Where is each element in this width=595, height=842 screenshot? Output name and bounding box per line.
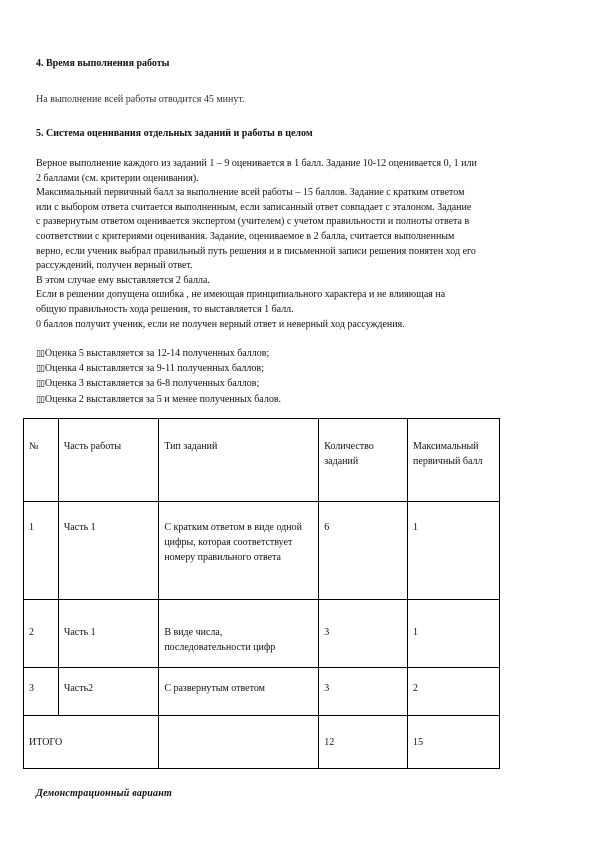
work-structure-table — [23, 418, 500, 769]
paragraph-line: 0 баллов получит ученик, если не получен верный ответ и неверный ход рассуждения. — [36, 318, 405, 330]
table-cell: 1 — [408, 502, 500, 600]
paragraph-line: верно, если ученик выбрал правильный путь решения и в письменной записи решения понятен ход его — [36, 245, 476, 257]
table-cell: 6 — [319, 502, 408, 600]
scoring-paragraph — [36, 157, 576, 332]
table-total-row — [24, 716, 500, 769]
paragraph-line: рассуждений, получен верный ответ. — [36, 260, 193, 272]
table-header-cell: № — [24, 419, 59, 502]
footer-caption: Демонстрационный вариант — [36, 788, 172, 799]
table-cell: 2 — [24, 600, 59, 668]
table-cell: 15 — [408, 716, 500, 769]
section4-text: На выполнение всей работы отводится 45 минут. — [36, 94, 245, 105]
grade-item: ▯▯Оценка 3 выставляется за 6-8 полученных баллов; — [36, 378, 260, 390]
table-header-row — [24, 419, 500, 502]
paragraph-line: Верное выполнение каждого из заданий 1 – 9 оценивается в 1 балл. Задание 10-12 оценивается 0, 1 или — [36, 158, 477, 169]
table-row — [24, 600, 500, 668]
table-cell: 3 — [319, 600, 408, 668]
paragraph-line: соответствии с критериями оценивания. Задание, оцениваемое в 2 балла, считается выполненным — [36, 230, 455, 242]
paragraph-line: общую правильность хода решения, то выставляется 1 балл. — [36, 303, 294, 315]
paragraph-line: Максимальный первичный балл за выполнение всей работы – 15 баллов. Задание с кратким ответом — [36, 187, 465, 199]
table-row — [24, 502, 500, 600]
section4-heading: 4. Время выполнения работы — [36, 58, 170, 69]
paragraph-line: с развернутым ответом оценивается экспертом (учителем) с учетом правильности и полноты ответа в — [36, 216, 470, 228]
table-cell: В виде числа, последовательности цифр — [159, 600, 319, 668]
table-cell: 1 — [24, 502, 59, 600]
table-header-cell: Максимальный первичный балл — [408, 419, 500, 502]
table-cell: 3 — [319, 668, 408, 716]
table-cell: 1 — [408, 600, 500, 668]
table-cell: 2 — [408, 668, 500, 716]
table-cell: Часть 1 — [58, 600, 158, 668]
table-cell: С кратким ответом в виде одной цифры, которая соответствует номеру правильного ответа — [159, 502, 319, 600]
table-header-cell: Тип заданий — [159, 419, 319, 502]
paragraph-line: Если в решении допущена ошибка , не имеющая принципиального характера и не влияющая на — [36, 289, 446, 301]
table-cell: Часть 1 — [58, 502, 158, 600]
grade-item: ▯▯Оценка 2 выставляется за 5 и менее полученных балов. — [36, 393, 282, 405]
grade-item: ▯▯Оценка 5 выставляется за 12-14 полученных баллов; — [36, 348, 270, 359]
table-cell: С развернутым ответом — [159, 668, 319, 716]
table-cell — [159, 716, 319, 769]
section5-heading: 5. Система оценивания отдельных заданий и работы в целом — [36, 128, 313, 139]
table-header-cell: Количество заданий — [319, 419, 408, 502]
paragraph-line: В этом случае ему выставляется 2 балла. — [36, 274, 210, 286]
box-glyph-icon: ▯▯ — [36, 378, 44, 389]
grade-item: ▯▯Оценка 4 выставляется за 9-11 полученных баллов; — [36, 363, 264, 375]
table-cell: 12 — [319, 716, 408, 769]
table-cell: 3 — [24, 668, 59, 716]
table-header-cell: Часть работы — [58, 419, 158, 502]
box-glyph-icon: ▯▯ — [36, 393, 44, 404]
paragraph-line: или с выбором ответа считается выполненным, если записанный ответ совпадает с эталоном. Задание — [36, 201, 472, 213]
grade-list — [36, 346, 281, 407]
table-cell: Часть2 — [58, 668, 158, 716]
box-glyph-icon: ▯▯ — [36, 363, 44, 374]
paragraph-line: 2 баллами (см. критерии оценивания). — [36, 172, 199, 184]
table-total-label-cell: ИТОГО — [24, 716, 159, 769]
box-glyph-icon: ▯▯ — [36, 348, 44, 358]
table-row — [24, 668, 500, 716]
